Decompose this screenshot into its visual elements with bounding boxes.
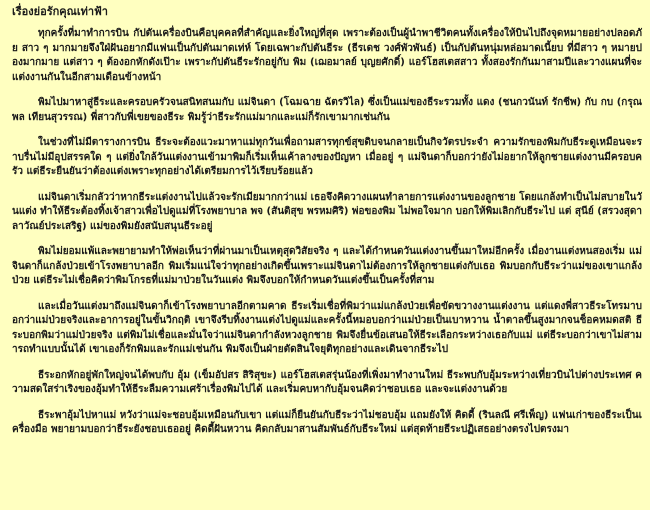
article-paragraph: พิมไปมาหาสู่ธีระและครอบครัวจนสนิทสนมกับ แม่จินดา (โฉมฉาย ฉัตรวิไล) ซึ่งเป็นแม่ของธีระรวมทั้ง แดง (ชนกวนันท์ รักชีพ) กับ กบ (กรุณพล เทียนสุวรรณ) พี่สาวกับพี่เขยของธีระ พิมรู้ว่าธีระรักแม่มากและแม่ก็รักเขามากเช่นกัน — [12, 97, 642, 123]
article-title: เรื่องย่อรักคุณเท่าฟ้า — [12, 5, 108, 18]
article-paragraph: พิมไม่ยอมแพ้และพยายามทำให้พ่อเห็นว่าที่ผ่านมาเป็นเหตุสุดวิสัยจริง ๆ และได้กำหนดวันแต่งงานขึ้นมาใหม่อีกครั้ง เมื่องานแต่งหนสองเริ่ม แม่จินดาก็แกล้งป่วยเข้าโรงพยาบาลอีก พิมเริ่มแน่ใจว่าทุกอย่างเกิดขึ้นเพราะแม่จินดาไม่ต้องการให้ลูกชายแต่งกับเธอ พิมบอกกับธีระว่าแม่ของเขาแกล้งป่วย แต่ธีระไม่เชื่อคิดว่าพิมโกรธที่แม่มาป่วยในวันแต่ง พิมจึงบอกให้กำหนดวันแต่งขึ้นเป็นครั้งที่สาม — [12, 246, 642, 286]
article-paragraph: แม่จินดาเริ่มกลัวว่าหากธีระแต่งงานไปแล้วจะรักเมียมากกว่าแม่ เธอจึงคิดวางแผนทำลายการแต่งงานของลูกชาย โดยแกล้งทำเป็นไม่สบายในวันแต่ง ทำให้ธีระต้องทิ้งเจ้าสาวเพื่อไปดูแม่ที่โรงพยาบาล พจ (สันติสุข พรหมศิริ) พ่อของพิม ไม่พอใจมาก บอกให้พิมเลิกกับธีระไป แต่ สุนีย์ (สรวงสุดา ลาวัณย์ประเสริฐ) แม่ของพิมยังสนับสนุนธีระอยู่ — [12, 191, 642, 232]
article-paragraph: และเมื่อวันแต่งมาถึงแม่จินดาก็เข้าโรงพยาบาลอีกตามคาด ธีระเริ่มเชื่อที่พิมว่าแม่แกล้งป่วยเพื่อขัดขวางงานแต่งงาน แต่แดงพี่สาวธีระโทรมาบอกว่าแม่ป่วยจริงและอาการอยู่ในขั้นวิกฤติ เขาจึงรีบทิ้งงานแต่งไปดูแม่และครั้งนี้หมอบอกว่าแม่ป่วยเป็นเบาหวาน น้ำตาลขึ้นสูงมากจนช็อคหมดสติ ธีระบอกพิมว่าแม่ป่วยจริง แต่พิมไม่เชื่อและมั่นใจว่าแม่จินดากำลังหวงลูกชาย พิมจึงยื่นข้อเสนอให้ธีระเลือกระหว่างเธอกับแม่ แต่ธีระบอกว่าเขาไม่สามารถทำแบบนั้นได้ เขาเองก็รักพิมและรักแม่เช่นกัน พิมจึงเป็นฝ่ายตัดสินใจยุติทุกอย่างและเดินจากธีระไป — [12, 300, 642, 355]
article-paragraph: ธีระอกหักอยู่พักใหญ่จนได้พบกับ อุ้ม (เข็มอัปสร สิริสุขะ) แอร์โฮสเตสรุ่นน้องที่เพิ่งมาทำงานใหม่ ธีระพบกับอุ้มระหว่างเที่ยวบินไปต่างประเทศ ความสดใสร่าเริงของอุ้มทำให้ธีระลืมความเศร้าเรื่องพิมไปได้ และเริ่มคบหากับอุ้มจนคิดว่าชอบเธอ และจะแต่งงานด้วย — [12, 369, 642, 395]
article-paragraph: ทุกครั้งที่มาทำการบิน กัปตันเครื่องบินคือบุคคลที่สำคัญและยิ่งใหญ่ที่สุด เพราะต้องเป็นผู้นำพาชีวิตคนทั้งเครื่องให้บินไปถึงจุดหมายอย่างปลอดภัย สาว ๆ มากมายจึงใฝ่ฝันอยากมีแฟนเป็นกัปตันมาดเท่ห์ โดยเฉพาะกัปตันธีระ (ธีรเดช วงศ์พัวพันธ์) เป็นกัปตันหนุ่มหล่อมาดเนี้ยบ ที่มีสาว ๆ หมายปองมากมาย แต่สาว ๆ ต้องอกหักดังเป๊าะ เพราะกัปตันธีระรักอยู่กับ พิม (เฌอมาลย์ บุญยศักดิ์) แอร์โฮสเตสสาว ทั้งสองรักกันมาสามปีและวางแผนที่จะแต่งงานกันในอีกสามเดือนข้างหน้า — [12, 28, 642, 83]
article-paragraph: ธีระพาอุ้มไปหาแม่ หวังว่าแม่จะชอบอุ้มเหมือนกับเขา แต่แม่ก็ยืนยันกับธีระว่าไม่ชอบอุ้ม แถมยังให้ คิดดี้ (รินลณี ศรีเพ็ญ) แฟนเก่าของธีระเป็นเครื่องมือ พยายามบอกว่าธีระยังชอบเธออยู่ คิดดี้ฝันหวาน คิดกลับมาสานสัมพันธ์กับธีระใหม่ แต่สุดท้ายธีระปฏิเสธอย่างตรงไปตรงมา — [12, 409, 642, 435]
article-paragraph: ในช่วงที่ไม่มีตารางการบิน ธีระจะต้องแวะมาหาแม่ทุกวันเพื่อถามสารทุกข์สุขดิบจนกลายเป็นกิจวัตรประจำ ความรักของพิมกับธีระดูเหมือนจะราบรื่นไม่มีอุปสรรคใด ๆ แต่ยิ่งใกล้วันแต่งงานเข้ามาพิมก็เริ่มเห็นเค้าลางของปัญหา เมื่ออยู่ ๆ แม่จินดาก็บอกว่ายังไม่อยากให้ลูกชายแต่งงานมีครอบครัว แต่ธีระยืนยันว่าต้องแต่งเพราะทุกอย่างได้เตรียมการไว้เรียบร้อยแล้ว — [12, 137, 642, 177]
